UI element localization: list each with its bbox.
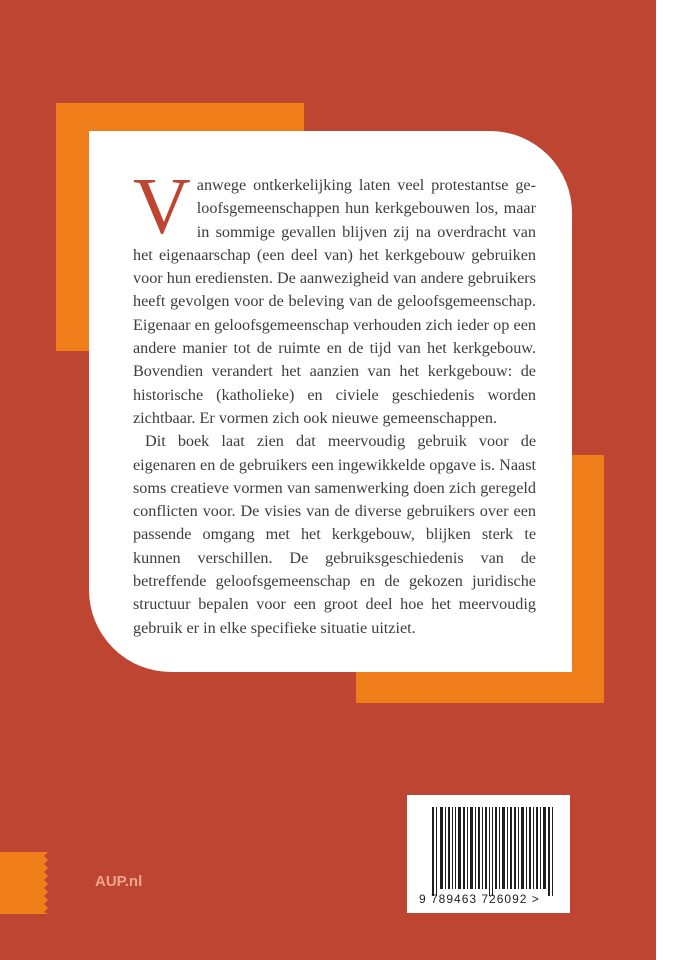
blurb-paragraph-first: [133, 163, 536, 430]
aup-edge-mark-icon: [0, 852, 48, 914]
barcode-number: 9 789463 726092 >: [419, 892, 540, 906]
blurb-text-card: [89, 131, 572, 672]
publisher-website: AUP.nl: [95, 873, 143, 890]
barcode-panel: [407, 795, 570, 913]
blurb-paragraph-second: Dit boek laat zien dat meervoudig gebruik voor de eigenaren en de gebruikers een ingewikkelde opgave is. Naast soms creatieve vormen van samenwerking doen zich geregeld conflicten voor. De visies van de diverse gebruikers over een passende omgang met het kerkgebouw, blijken sterk te kunnen verschillen. De gebruiksgeschiedenis van de betreffende geloofsgemeenschap en de gekozen juridische structuur bepalen voor een groot deel hoe het meervoudig gebruik er in elke specifieke situatie uitziet.: [133, 432, 536, 637]
drop-cap-letter: V: [133, 163, 191, 251]
blurb-paragraph-first-text: anwege ontkerkelijking laten veel protestantse ge-loofsgemeenschappen hun kerkgebouwen los, maar in sommige gevallen blijven zij na overdracht van het eigenaarschap (een deel van) het kerkgebouw gebruiken voor hun erediensten. De aanwezigheid van andere gebruikers heeft gevolgen voor de beleving van de geloofsgemeenschap. Eigenaar en geloofsgemeenschap verhouden zich ieder op een andere manier tot de ruimte en de tijd van het kerkgebouw. Bovendien verandert het aanzien van het kerkgebouw: de historische (katholieke) en civiele geschiedenis worden zichtbaar. Er vormen zich ook nieuwe gemeenschappen.: [133, 176, 536, 427]
